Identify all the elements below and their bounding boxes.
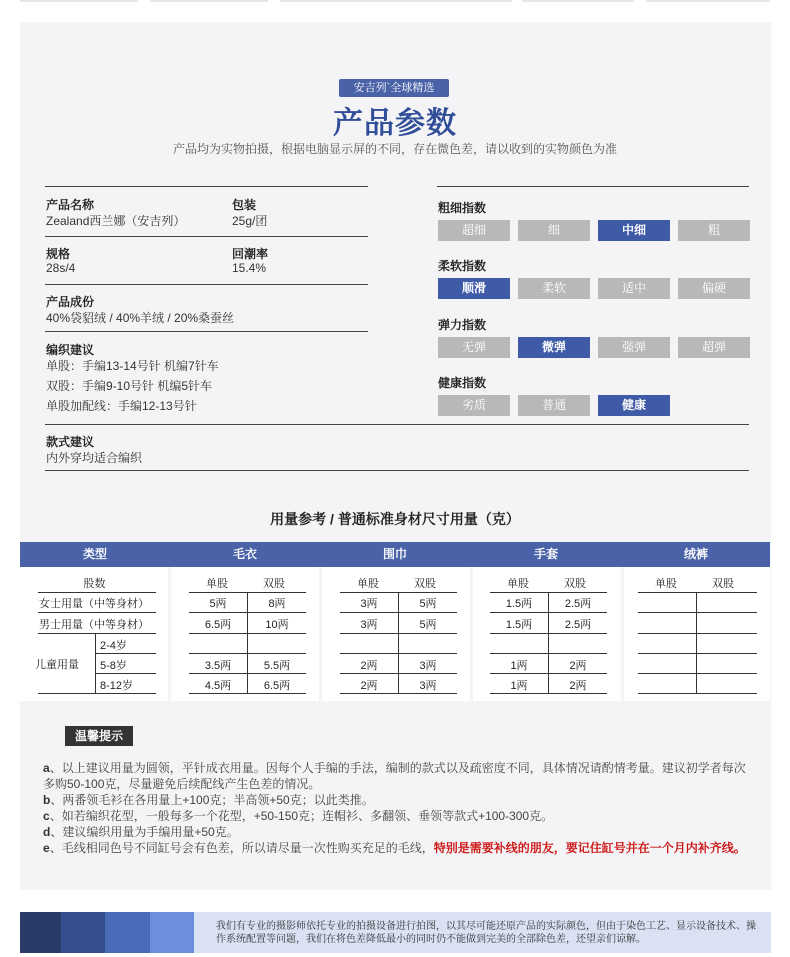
- thickness-option-selected[interactable]: 中细: [598, 220, 670, 241]
- row-line: [490, 653, 607, 654]
- thickness-index-label: 粗细指数: [438, 201, 487, 215]
- single-ply-header: 单股: [655, 578, 677, 590]
- color-swatch: [61, 912, 105, 953]
- tip-d: [43, 824, 753, 840]
- tip-text: 、两番领毛衫在各用量上+100克；半高领+50克；以此类推。: [50, 793, 374, 807]
- usage-header: [20, 542, 770, 567]
- scarf-men-single: 3两: [360, 619, 378, 631]
- row-line: [490, 673, 607, 674]
- gloves-men-single: 1.5两: [505, 619, 533, 631]
- row-line: [38, 633, 156, 634]
- sweater-women-double: 8两: [268, 598, 286, 610]
- knit-advice-line: 单股：手编13-14号针 机编7针车: [46, 359, 219, 373]
- row-line: [638, 693, 757, 694]
- double-ply-header: 双股: [263, 578, 285, 590]
- sweater-kids8-double: 6.5两: [263, 680, 291, 692]
- tip-text: 、以上建议用量为圆领，平针成衣用量。因每个人手编的手法，编制的款式以及疏密度不同，具体情况请酌情考量。建议初学者每次多购50-100克，尽量避免后续配线产生色差的情况。: [43, 761, 746, 791]
- gloves-kids5-double: 2两: [569, 660, 587, 672]
- tip-warning: 特别是需要补线的朋友，要记住缸号并在一个月内补齐线。: [433, 841, 746, 855]
- pack-value: 25g/团: [232, 214, 268, 228]
- softness-option[interactable]: 柔软: [518, 278, 590, 299]
- strip-segment: [20, 0, 138, 2]
- softness-index-label: 柔软指数: [438, 259, 487, 273]
- tip-c: [43, 808, 753, 824]
- strip-segment: [280, 0, 512, 2]
- divider: [45, 424, 749, 425]
- usage-header-gloves: 手套: [533, 547, 558, 561]
- page-title: 产品参数: [333, 106, 457, 141]
- usage-header-type: 类型: [82, 547, 107, 561]
- sweater-kids5-single: 3.5两: [204, 660, 232, 672]
- column-line: [696, 592, 697, 693]
- row-line: [38, 592, 156, 593]
- color-swatch: [20, 912, 61, 953]
- sweater-men-single: 6.5两: [204, 619, 232, 631]
- tip-key: d: [43, 825, 51, 839]
- usage-header-pants: 绒裤: [683, 547, 708, 561]
- tip-e: [43, 840, 753, 856]
- page-subtitle: 产品均为实物拍摄，根据电脑显示屏的不同，存在微色差，请以收到的实物颜色为准: [172, 142, 617, 156]
- men-usage-label: 男士用量（中等身材）: [39, 619, 149, 631]
- single-ply-header: 单股: [507, 578, 529, 590]
- gloves-kids5-single: 1两: [510, 660, 528, 672]
- strip-segment: [150, 0, 268, 2]
- thickness-option[interactable]: 超细: [438, 220, 510, 241]
- gloves-men-double: 2.5两: [564, 619, 592, 631]
- regain-value: 15.4%: [232, 261, 267, 275]
- age-2-4: 2-4岁: [100, 640, 127, 652]
- sweater-women-single: 5两: [209, 598, 227, 610]
- composition-label: 产品成份: [46, 295, 95, 309]
- row-line: [638, 653, 757, 654]
- usage-header-scarf: 围巾: [382, 547, 407, 561]
- row-line: [189, 633, 306, 634]
- knit-advice-line: 单股加配线：手编12-13号针: [46, 399, 197, 413]
- product-name-label: 产品名称: [46, 198, 95, 212]
- scarf-kids5-double: 3两: [419, 660, 437, 672]
- usage-title: 用量参考 / 普通标准身材尺寸用量（克）: [270, 511, 520, 527]
- knit-advice-label: 编织建议: [46, 343, 95, 357]
- tip-key: b: [43, 793, 51, 807]
- sweater-kids8-single: 4.5两: [204, 680, 232, 692]
- scarf-women-single: 3两: [360, 598, 378, 610]
- thickness-option[interactable]: 粗: [678, 220, 750, 241]
- row-line: [38, 612, 156, 613]
- style-advice-value: 内外穿均适合编织: [46, 451, 143, 465]
- row-line: [189, 653, 306, 654]
- row-line: [638, 592, 757, 593]
- women-usage-label: 女士用量（中等身材）: [39, 598, 149, 610]
- sweater-kids5-double: 5.5两: [263, 660, 291, 672]
- row-line: [38, 693, 156, 694]
- column-line: [95, 633, 96, 694]
- pack-label: 包装: [232, 198, 257, 212]
- usage-header-sweater: 毛衣: [232, 547, 257, 561]
- thickness-option[interactable]: 细: [518, 220, 590, 241]
- single-ply-header: 单股: [206, 578, 228, 590]
- age-5-8: 5-8岁: [100, 660, 127, 672]
- row-line: [638, 633, 757, 634]
- kids-usage-label: 儿童用量: [35, 659, 79, 671]
- color-swatch: [105, 912, 150, 953]
- age-8-12: 8-12岁: [100, 680, 134, 692]
- tips-label: 温馨提示: [65, 726, 133, 746]
- row-line: [95, 653, 156, 654]
- softness-option-selected[interactable]: 顺滑: [438, 278, 510, 299]
- divider: [437, 186, 749, 187]
- strip-segment: [522, 0, 634, 2]
- double-ply-header: 双股: [712, 578, 734, 590]
- gloves-women-double: 2.5两: [564, 598, 592, 610]
- color-swatch: [150, 912, 194, 953]
- gloves-kids8-single: 1两: [510, 680, 528, 692]
- product-name-value: Zealand西兰娜（安吉列）: [46, 214, 186, 228]
- health-option-selected[interactable]: 健康: [598, 395, 670, 416]
- tip-key: e: [43, 841, 50, 855]
- scarf-women-double: 5两: [419, 598, 437, 610]
- row-line: [340, 673, 457, 674]
- footer-text: 我们有专业的摄影师依托专业的拍摄设备进行拍图，以其尽可能还原产品的实际颜色，但由于染色工艺、显示设备技术、操作系统配置等问题，我们在将色差降低最小的同时仍不能做到完美的全部除色差，还望亲们谅解。: [216, 921, 756, 945]
- divider: [45, 236, 368, 237]
- tip-key: c: [43, 809, 50, 823]
- tip-a: [43, 760, 753, 792]
- health-option[interactable]: 普通: [518, 395, 590, 416]
- scarf-kids8-double: 3两: [419, 680, 437, 692]
- knit-advice-line: 双股：手编9-10号针 机编5针车: [46, 379, 213, 393]
- elasticity-option[interactable]: 无弹: [438, 337, 510, 358]
- row-line: [340, 633, 457, 634]
- scarf-men-double: 5两: [419, 619, 437, 631]
- top-strip: [0, 0, 790, 6]
- softness-option[interactable]: 适中: [598, 278, 670, 299]
- sweater-men-double: 10两: [265, 619, 289, 631]
- scarf-kids5-single: 2两: [360, 660, 378, 672]
- tip-text: 、建议编织用量为手编用量+50克。: [50, 825, 239, 839]
- health-option[interactable]: 劣质: [438, 395, 510, 416]
- spec-value: 28s/4: [46, 261, 76, 275]
- row-line: [490, 612, 607, 613]
- health-index-label: 健康指数: [438, 376, 487, 390]
- row-line: [490, 693, 607, 694]
- tip-text: 、如若编织花型，一般每多一个花型，+50-150克；连帽衫、多翻领、垂领等款式+100-300克。: [49, 809, 554, 823]
- single-ply-header: 单股: [357, 578, 379, 590]
- gloves-women-single: 1.5两: [505, 598, 533, 610]
- ply-label: 股数: [83, 578, 106, 590]
- double-ply-header: 双股: [414, 578, 436, 590]
- style-advice-label: 款式建议: [46, 435, 95, 449]
- strip-segment: [646, 0, 770, 2]
- elasticity-option[interactable]: 超弹: [678, 337, 750, 358]
- row-line: [340, 693, 457, 694]
- row-line: [95, 673, 156, 674]
- brand-badge: 安吉列`全球精选: [339, 79, 449, 97]
- row-line: [638, 612, 757, 613]
- elasticity-index-label: 弹力指数: [438, 318, 487, 332]
- row-line: [490, 633, 607, 634]
- spec-label: 规格: [46, 247, 71, 261]
- row-line: [189, 693, 306, 694]
- divider: [45, 470, 749, 471]
- divider: [45, 186, 368, 187]
- row-line: [189, 612, 306, 613]
- footer-disclaimer: [20, 912, 771, 953]
- scarf-kids8-single: 2两: [360, 680, 378, 692]
- composition-value: 40%袋貂绒 / 40%羊绒 / 20%桑蚕丝: [46, 311, 235, 325]
- divider: [45, 331, 368, 332]
- tip-text: 、毛线相同色号不同缸号会有色差，所以请尽量一次性购买充足的毛线，: [49, 841, 434, 855]
- row-line: [638, 673, 757, 674]
- regain-label: 回潮率: [232, 247, 269, 261]
- elasticity-option-selected[interactable]: 微弹: [518, 337, 590, 358]
- tip-key: a: [43, 761, 50, 775]
- row-line: [340, 612, 457, 613]
- row-line: [340, 653, 457, 654]
- tip-b: [43, 792, 753, 808]
- double-ply-header: 双股: [564, 578, 586, 590]
- gloves-kids8-double: 2两: [569, 680, 587, 692]
- row-line: [189, 673, 306, 674]
- softness-option[interactable]: 偏硬: [678, 278, 750, 299]
- divider: [45, 284, 368, 285]
- elasticity-option[interactable]: 强弹: [598, 337, 670, 358]
